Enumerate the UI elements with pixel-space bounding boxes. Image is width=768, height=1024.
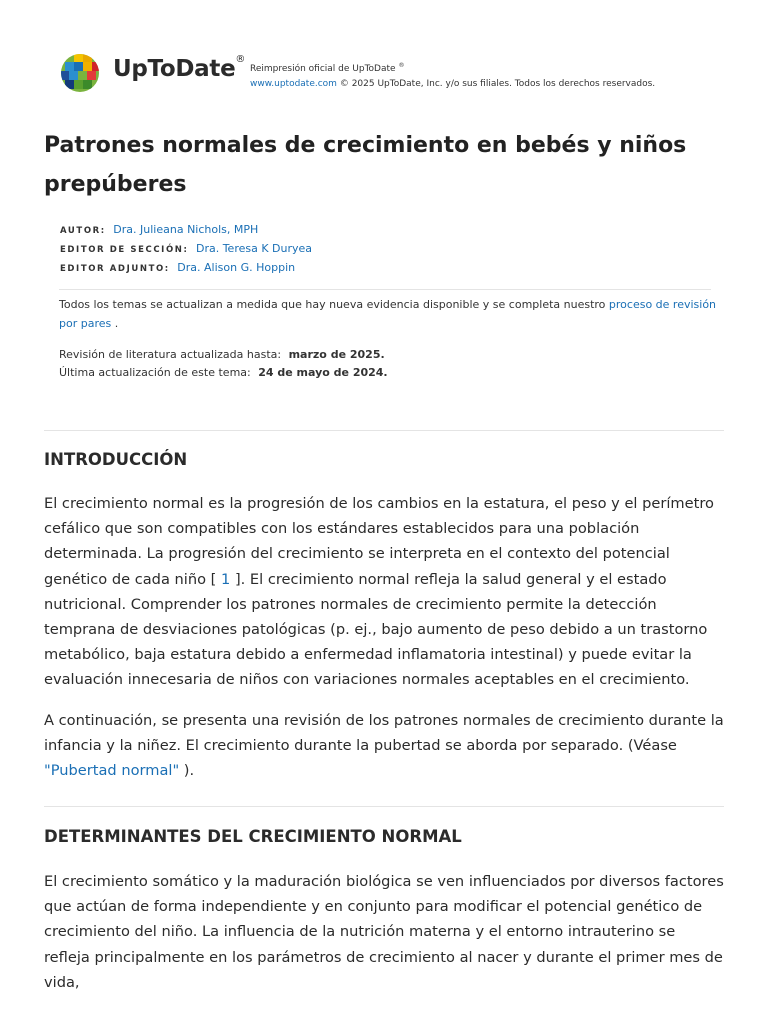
intro-paragraph-2: A continuación, se presenta una revisión de los patrones normales de crecimiento durante la infancia y la niñez. El crecimiento durante la pubertad se aborda por separado. (Véase "Pubertad normal" ). <box>44 712 724 780</box>
author-link[interactable]: Dra. Julieana Nichols, MPH <box>113 223 259 236</box>
section-heading-determinantes: DETERMINANTES DEL CRECIMIENTO NORMAL <box>44 827 462 846</box>
section-divider <box>44 806 724 807</box>
author-row: AUTOR: Dra. Julieana Nichols, MPH <box>60 223 259 236</box>
uptodate-logo-icon <box>60 53 100 93</box>
logo-wordmark: UpToDate® <box>113 54 246 82</box>
section-editor-link[interactable]: Dra. Teresa K Duryea <box>195 242 313 255</box>
site-header <box>60 50 740 100</box>
meta-divider <box>59 289 711 290</box>
page-title: Patrones normales de crecimiento en bebés y niños prepúberes <box>44 133 687 197</box>
peer-review-link[interactable]: proceso de revisión por pares <box>59 298 717 330</box>
deputy-editor-row: EDITOR ADJUNTO: Dra. Alison G. Hoppin <box>60 261 296 274</box>
reprint-notice: Reimpresión oficial de UpToDate ® www.uptodate.com © 2025 UpToDate, Inc. y/o sus filiales. Todos los derechos reservados. <box>250 62 656 89</box>
deputy-editor-link[interactable]: Dra. Alison G. Hoppin <box>177 261 296 274</box>
update-dates <box>59 346 388 382</box>
section-divider <box>44 430 724 431</box>
update-note: Todos los temas se actualizan a medida que hay nueva evidencia disponible y se completa nuestro proceso de revisión por pares . <box>59 298 717 330</box>
section-editor-row: EDITOR DE SECCIÓN: Dra. Teresa K Duryea <box>60 242 313 255</box>
literature-review-date: Revisión de literatura actualizada hasta: marzo de 2025. <box>59 348 385 361</box>
pubertad-normal-link[interactable]: "Pubertad normal" <box>44 762 180 780</box>
determinantes-paragraph-1: El crecimiento somático y la maduración biológica se ven influenciados por diversos factores que actúan de forma independiente y en conjunto para modificar el potencial genético de crecimiento del niño. La influencia de la nutrición materna y el entorno intrauterino se refleja principalmente en los parámetros de crecimiento al nacer y durante el primer mes de vida, <box>44 873 724 991</box>
reference-link-1[interactable]: 1 <box>216 570 235 588</box>
author-list <box>60 221 312 278</box>
uptodate-site-link[interactable]: www.uptodate.com <box>250 79 337 89</box>
last-update-date: Última actualización de este tema: 24 de mayo de 2024. <box>59 366 388 379</box>
intro-paragraph-1: El crecimiento normal es la progresión de los cambios en la estatura, el peso y el perímetro cefálico que son compatibles con los estándares establecidos para una población determinada. La progresión del crecimiento se interpreta en el contexto del potencial genético de cada niño [ 1 ]. El crecimiento normal refleja la salud general y el estado nutricional. Comprender los patrones normales de crecimiento permite la detección temprana de desviaciones patológicas (p. ej., bajo aumento de peso debido a un trastorno metabólico, baja estatura debido a enfermedad inflamatoria intestinal) y puede evitar la evaluación innecesaria de niños con variaciones normales aceptables en el crecimiento. <box>44 495 714 689</box>
section-heading-introduccion: INTRODUCCIÓN <box>44 450 188 469</box>
